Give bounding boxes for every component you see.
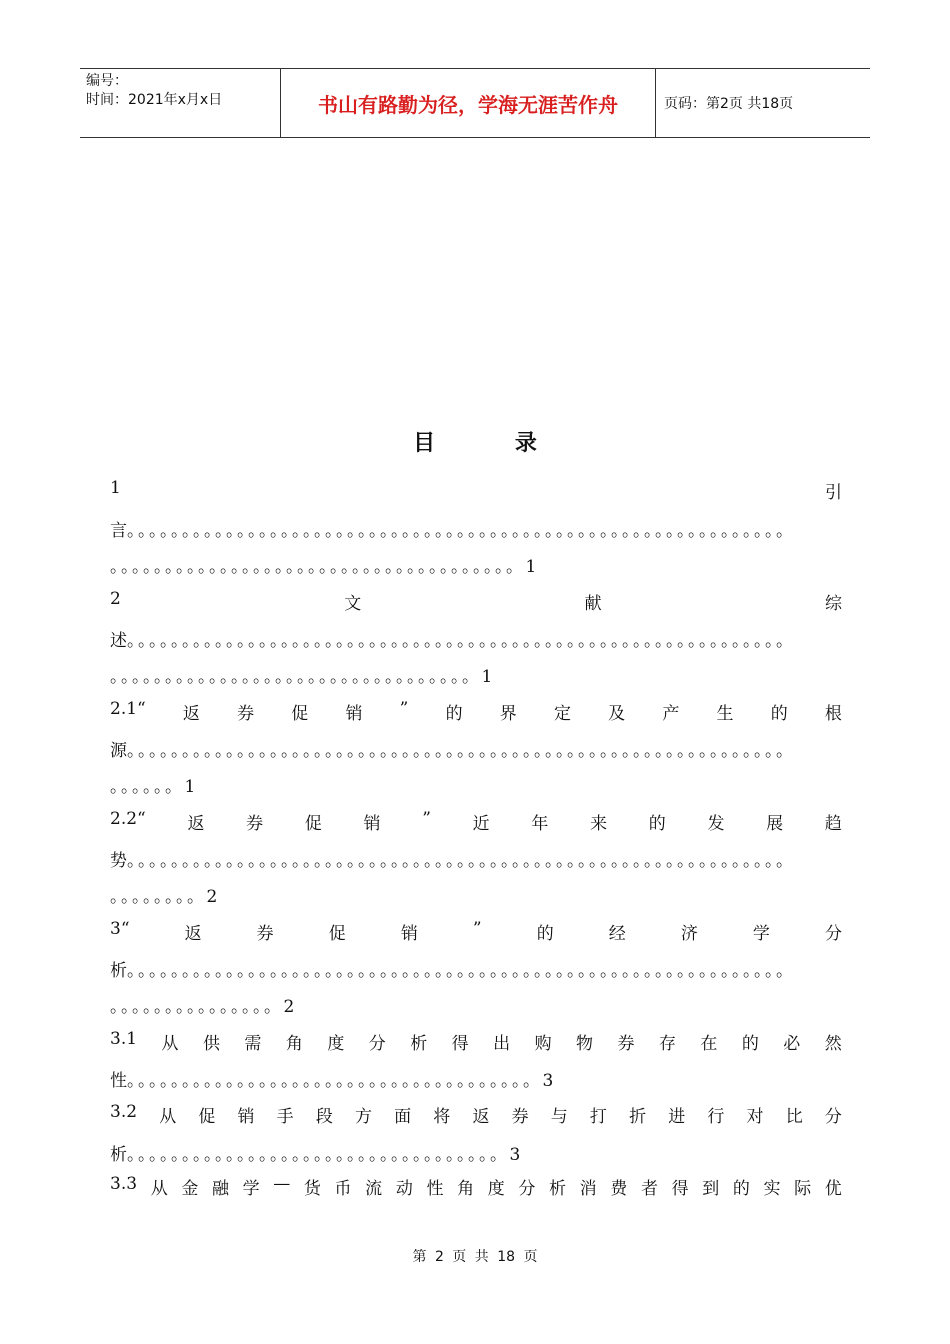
- toc-word: 段: [315, 1107, 333, 1127]
- toc-entry-leader: [110, 1066, 842, 1091]
- toc-word: ”: [399, 699, 409, 719]
- toc-word: 及: [608, 704, 626, 724]
- toc-word: 角: [285, 1034, 303, 1054]
- toc-word: 进: [668, 1107, 686, 1127]
- toc-entry-title[interactable]: [110, 919, 842, 944]
- toc-word: 返: [472, 1107, 490, 1127]
- toc-entry-page-line: [110, 992, 842, 1017]
- toc-entry-page-line: [110, 552, 842, 577]
- document-header: [80, 68, 870, 138]
- toc-word: ”: [472, 919, 482, 939]
- toc-word: 综: [825, 594, 842, 614]
- toc-word: 来: [590, 814, 608, 834]
- toc-word: 销: [345, 704, 363, 724]
- toc-word: 定: [553, 704, 571, 724]
- toc-word: 引: [825, 483, 842, 503]
- toc-word: 展: [766, 814, 784, 834]
- toc-word: 券: [511, 1107, 529, 1127]
- toc-word: 打: [589, 1107, 607, 1127]
- toc-word: 产: [662, 704, 680, 724]
- toc-word: 近: [472, 814, 490, 834]
- toc-word: 促: [328, 924, 346, 944]
- toc-word: 流: [365, 1179, 383, 1199]
- toc-word: 分: [368, 1034, 386, 1054]
- toc-word: 返: [182, 704, 200, 724]
- toc-page-number: 1: [184, 777, 196, 797]
- toc-word: 析: [410, 1034, 428, 1054]
- toc-entry-leader: [110, 626, 842, 651]
- toc-word: 3.1: [110, 1029, 138, 1049]
- toc-word: 的: [741, 1034, 759, 1054]
- toc-word: 言: [110, 521, 127, 541]
- toc-word: 从: [161, 1034, 179, 1054]
- number-label: 编号：: [86, 73, 128, 89]
- toc-word: 的: [770, 704, 788, 724]
- dot-leader: 。。。。。。。。。。。。。。。。。。。。。。。。。。。。。。。。。。。。。。。。。。。。。。。。。。。。。。。。。。。。: [127, 851, 796, 871]
- dot-leader: 。。。。。。。。。。。。。。。。。。。。。。。。。。。。。。。。。: [110, 667, 482, 687]
- toc-page-number: 3: [542, 1071, 554, 1091]
- toc-page-number: 1: [481, 667, 493, 687]
- toc-word: 到: [702, 1179, 720, 1199]
- toc-word: 发: [707, 814, 725, 834]
- toc-page-number: 2: [206, 887, 218, 907]
- toc-word: 对: [746, 1107, 764, 1127]
- toc-word: 济: [680, 924, 698, 944]
- toc-word: 性: [426, 1179, 444, 1199]
- toc-word: 与: [550, 1107, 568, 1127]
- dot-leader: 。。。。。。。。: [110, 887, 207, 907]
- toc-word: 融: [211, 1179, 229, 1199]
- toc-word: 分: [518, 1179, 536, 1199]
- dot-leader: 。。。。。。。。。。。。。。。。。。。。。。。。。。。。。。。。。。。。。。。。。。。。。。。。。。。。。。。。。。。。: [127, 961, 796, 981]
- toc-word: 消: [579, 1179, 597, 1199]
- toc-word: 者: [640, 1179, 658, 1199]
- toc-word: 3“: [110, 919, 130, 939]
- toc-word: 出: [493, 1034, 511, 1054]
- toc-entry-page-line: [110, 772, 842, 797]
- toc-word: 1: [110, 478, 121, 498]
- toc-word: 献: [584, 594, 602, 614]
- toc-word: 3.2: [110, 1102, 138, 1122]
- toc-word: 需: [244, 1034, 262, 1054]
- toc-entry-title[interactable]: [110, 478, 842, 503]
- toc-word: 经: [608, 924, 626, 944]
- toc-word: 源: [110, 741, 127, 761]
- toc-word: 趋: [824, 814, 842, 834]
- toc-word: 从: [159, 1107, 177, 1127]
- toc-entry-title[interactable]: [110, 699, 842, 724]
- toc-word: 的: [648, 814, 666, 834]
- toc-word: 际: [794, 1179, 812, 1199]
- toc-entry-title[interactable]: [110, 589, 842, 614]
- toc-word: ”: [422, 809, 431, 829]
- toc-word: 券: [237, 704, 255, 724]
- dot-leader: 。。。。。。。。。。。。。。。。。。。。。。。。。。。。。。。。。。。。。。。。。。。。。。。。。。。。。。。。。。。。: [127, 631, 796, 651]
- toc-word: 在: [700, 1034, 718, 1054]
- toc-word: 分: [825, 924, 842, 944]
- toc-word: 然: [824, 1034, 842, 1054]
- toc-word: 角: [457, 1179, 475, 1199]
- dot-leader: 。。。。。。。。。。。。。。。。。。。。。。。。。。。。。。。。。。。。。: [127, 1071, 543, 1091]
- toc-word: 势: [110, 851, 127, 871]
- toc-word: 文: [344, 594, 362, 614]
- toc-word: 券: [246, 814, 264, 834]
- toc-word: 得: [671, 1179, 689, 1199]
- toc-word: 券: [256, 924, 274, 944]
- toc-entry-page-line: [110, 662, 842, 687]
- toc-word: 性: [110, 1071, 127, 1091]
- toc-word: 3.3: [110, 1174, 138, 1194]
- toc-entry-leader: [110, 736, 842, 761]
- toc-word: 促: [291, 704, 309, 724]
- page-footer: 第 2 页 共 18 页: [412, 1249, 538, 1265]
- toc-word: 销: [363, 814, 381, 834]
- dot-leader: 。。。。。。。。。。。。。。。。。。。。。。。。。。。。。。。。。。。。。: [110, 557, 526, 577]
- toc-word: 金: [181, 1179, 199, 1199]
- toc-entry-title[interactable]: [110, 1102, 842, 1127]
- toc-word: 优: [824, 1179, 842, 1199]
- toc-word: 费: [610, 1179, 628, 1199]
- dot-leader: 。。。。。。。。。。。。。。。。。。。。。。。。。。。。。。。。。。。。。。。。。。。。。。。。。。。。。。。。。。。。: [127, 521, 796, 541]
- toc-word: 根: [824, 704, 842, 724]
- toc-word: 2: [110, 589, 121, 609]
- toc-word: 动: [395, 1179, 413, 1199]
- dot-leader: 。。。。。。。。。。。。。。。: [110, 997, 284, 1017]
- dot-leader: 。。。。。。。。。。。。。。。。。。。。。。。。。。。。。。。。。。。。。。。。。。。。。。。。。。。。。。。。。。。。: [127, 741, 796, 761]
- toc-word: 返: [187, 814, 205, 834]
- toc-word: 物: [576, 1034, 594, 1054]
- time-label: 时间：2021年x月x日: [86, 92, 223, 108]
- toc-word: 界: [499, 704, 517, 724]
- toc-entry-page-line: [110, 882, 842, 907]
- toc-word: 析: [110, 961, 127, 981]
- toc-word: 生: [716, 704, 734, 724]
- toc-entry-leader: [110, 956, 842, 981]
- toc-word: 行: [707, 1107, 725, 1127]
- toc-word: 币: [334, 1179, 352, 1199]
- toc-word: 学: [242, 1179, 260, 1199]
- toc-word: 度: [487, 1179, 505, 1199]
- toc-word: 的: [445, 704, 463, 724]
- dot-leader: 。。。。。。: [110, 777, 185, 797]
- toc-word: 的: [732, 1179, 750, 1199]
- toc-word: 供: [202, 1034, 220, 1054]
- toc-word: 折: [629, 1107, 647, 1127]
- toc-page-number: 1: [525, 557, 537, 577]
- toc-word: 比: [785, 1107, 803, 1127]
- toc-entry-title[interactable]: [110, 809, 842, 834]
- toc-word: 的: [536, 924, 554, 944]
- toc-word: 析: [549, 1179, 567, 1199]
- toc-word: 度: [327, 1034, 345, 1054]
- toc-word: 购: [534, 1034, 552, 1054]
- toc-word: 手: [276, 1107, 294, 1127]
- toc-word: 实: [763, 1179, 781, 1199]
- toc-word: 从: [150, 1179, 168, 1199]
- toc-word: 析: [110, 1145, 127, 1165]
- toc-entry-title[interactable]: [110, 1029, 842, 1054]
- toc-word: 存: [658, 1034, 676, 1054]
- toc-word: 面: [394, 1107, 412, 1127]
- toc-word: 2.2“: [110, 809, 146, 829]
- toc-entry-title[interactable]: [110, 1174, 842, 1199]
- toc-word: 销: [237, 1107, 255, 1127]
- toc-word: 促: [304, 814, 322, 834]
- toc-word: 年: [531, 814, 549, 834]
- toc-word: 券: [617, 1034, 635, 1054]
- toc-word: 得: [451, 1034, 469, 1054]
- toc-entry-leader: [110, 516, 842, 541]
- dot-leader: 。。。。。。。。。。。。。。。。。。。。。。。。。。。。。。。。。。: [127, 1145, 510, 1165]
- toc-word: 返: [184, 924, 202, 944]
- toc-entry-leader: [110, 1140, 842, 1165]
- toc-word: 方: [354, 1107, 372, 1127]
- toc-word: 促: [198, 1107, 216, 1127]
- toc-word: —: [273, 1174, 291, 1194]
- header-meta: [80, 69, 280, 137]
- header-page-info: 页码：第2页 共18页: [664, 96, 794, 112]
- toc-word: 必: [783, 1034, 801, 1054]
- toc-title: 目 录: [413, 431, 573, 456]
- toc-page-number: 2: [283, 997, 295, 1017]
- toc-page-number: 3: [509, 1145, 521, 1165]
- header-motto: 书山有路勤为径，学海无涯苦作舟: [280, 69, 656, 137]
- toc-word: 分: [824, 1107, 842, 1127]
- toc-word: 将: [433, 1107, 451, 1127]
- toc-word: 学: [752, 924, 770, 944]
- toc-word: 2.1“: [110, 699, 146, 719]
- toc-word: 货: [303, 1179, 321, 1199]
- toc-word: 销: [400, 924, 418, 944]
- toc-word: 述: [110, 631, 127, 651]
- toc-entry-leader: [110, 846, 842, 871]
